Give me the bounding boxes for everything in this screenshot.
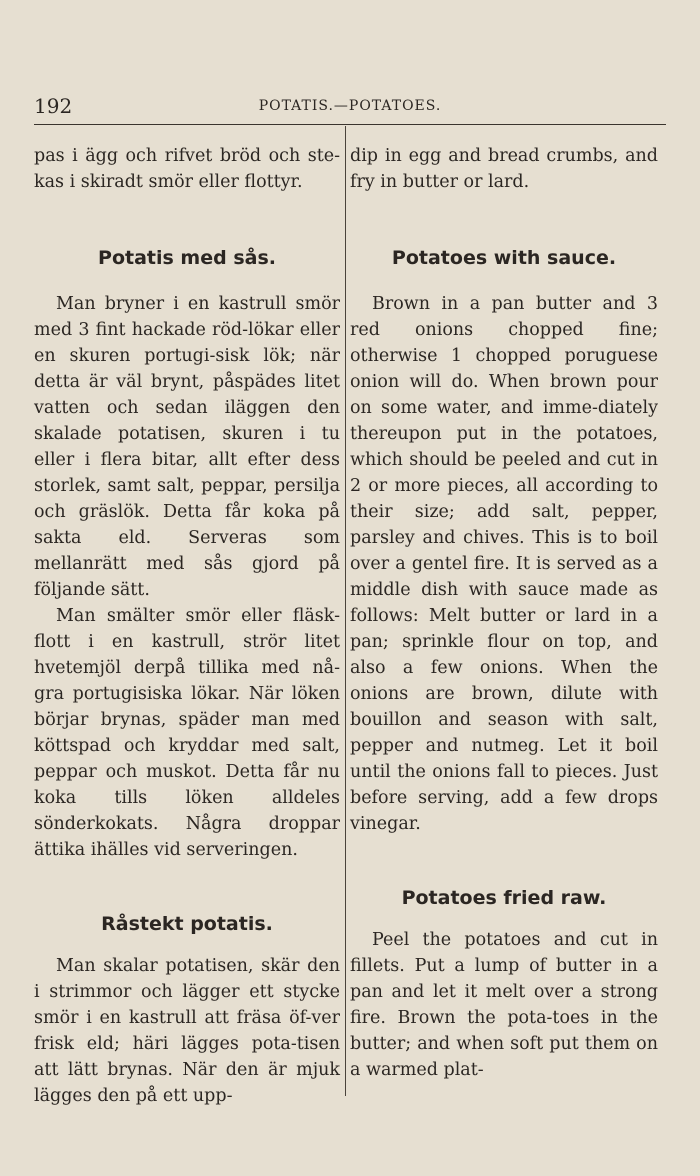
- page-header: [34, 94, 666, 118]
- page-number: 192: [34, 94, 73, 118]
- swedish-recipe-paragraph-2: Man skalar potatisen, skär den i strimmor och lägger ett stycke smör i en kastrull att fräsa öf-ver frisk eld; häri lägges pota-tisen att lätt brynas. När den är mjuk lägges den på ett upp-: [34, 956, 340, 1106]
- swedish-section-title-potatis-med-sas: Potatis med sås.: [98, 247, 276, 269]
- swedish-sauce-paragraph: Man smälter smör eller fläsk-flott i en kastrull, strör litet hvetemjöl derpå tillika med nå-gra portugisiska lökar. När löken börjar brynas, späder man med köttspad och kryddar med salt, peppar och muskot. Detta får nu koka tills löken alldeles sönderkokats. Några droppar ättika ihälles vid serveringen.: [34, 606, 340, 860]
- english-section-title-potatoes-fried-raw: Potatoes fried raw.: [401, 887, 607, 909]
- english-column: [350, 143, 658, 1083]
- english-section-title-potatoes-with-sauce: Potatoes with sauce.: [391, 247, 617, 269]
- swedish-recipe-paragraph: Man bryner i en kastrull smör med 3 fint hackade röd-lökar eller en skuren portugi-sisk lök; när detta är väl brynt, påspädes litet vatten och sedan iläggen den skalade potatisen, skuren i tu eller i flera bitar, allt efter dess storlek, samt salt, peppar, persilja och gräslök. Detta får koka på sakta eld. Serveras som mellanrätt med sås gjord på följande sätt.: [34, 294, 340, 600]
- swedish-column: [34, 143, 340, 1109]
- swedish-section-title-rastekt-potatis: Råstekt potatis.: [101, 913, 273, 935]
- english-continuation-text: dip in egg and bread crumbs, and fry in butter or lard.: [350, 146, 658, 192]
- english-recipe-paragraph: Brown in a pan butter and 3 red onions chopped fine; otherwise 1 chopped poruguese onion will do. When brown pour on some water, and imme-diately thereupon put in the potatoes, which should be peeled and cut in 2 or more pieces, all according to their size; add salt, pepper, parsley and chives. This is to boil over a gentel fire. It is served as a middle dish with sauce made as follows: Melt butter or lard in a pan; sprinkle flour on top, and also a few onions. When the onions are brown, dilute with bouillon and season with salt, pepper and nutmeg. Let it boil until the onions fall to pieces. Just before serving, add a few drops vinegar.: [350, 294, 658, 834]
- english-recipe-paragraph-2: Peel the potatoes and cut in fillets. Put a lump of butter in a pan and let it melt over a strong fire. Brown the pota-toes in the butter; and when soft put them on a warmed plat-: [350, 930, 658, 1080]
- swedish-continuation-text: pas i ägg och rifvet bröd och ste-kas i skiradt smör eller flottyr.: [34, 146, 340, 192]
- header-rule: [34, 124, 666, 125]
- column-divider: [345, 126, 346, 1096]
- running-title: POTATIS.—POTATOES.: [258, 98, 442, 114]
